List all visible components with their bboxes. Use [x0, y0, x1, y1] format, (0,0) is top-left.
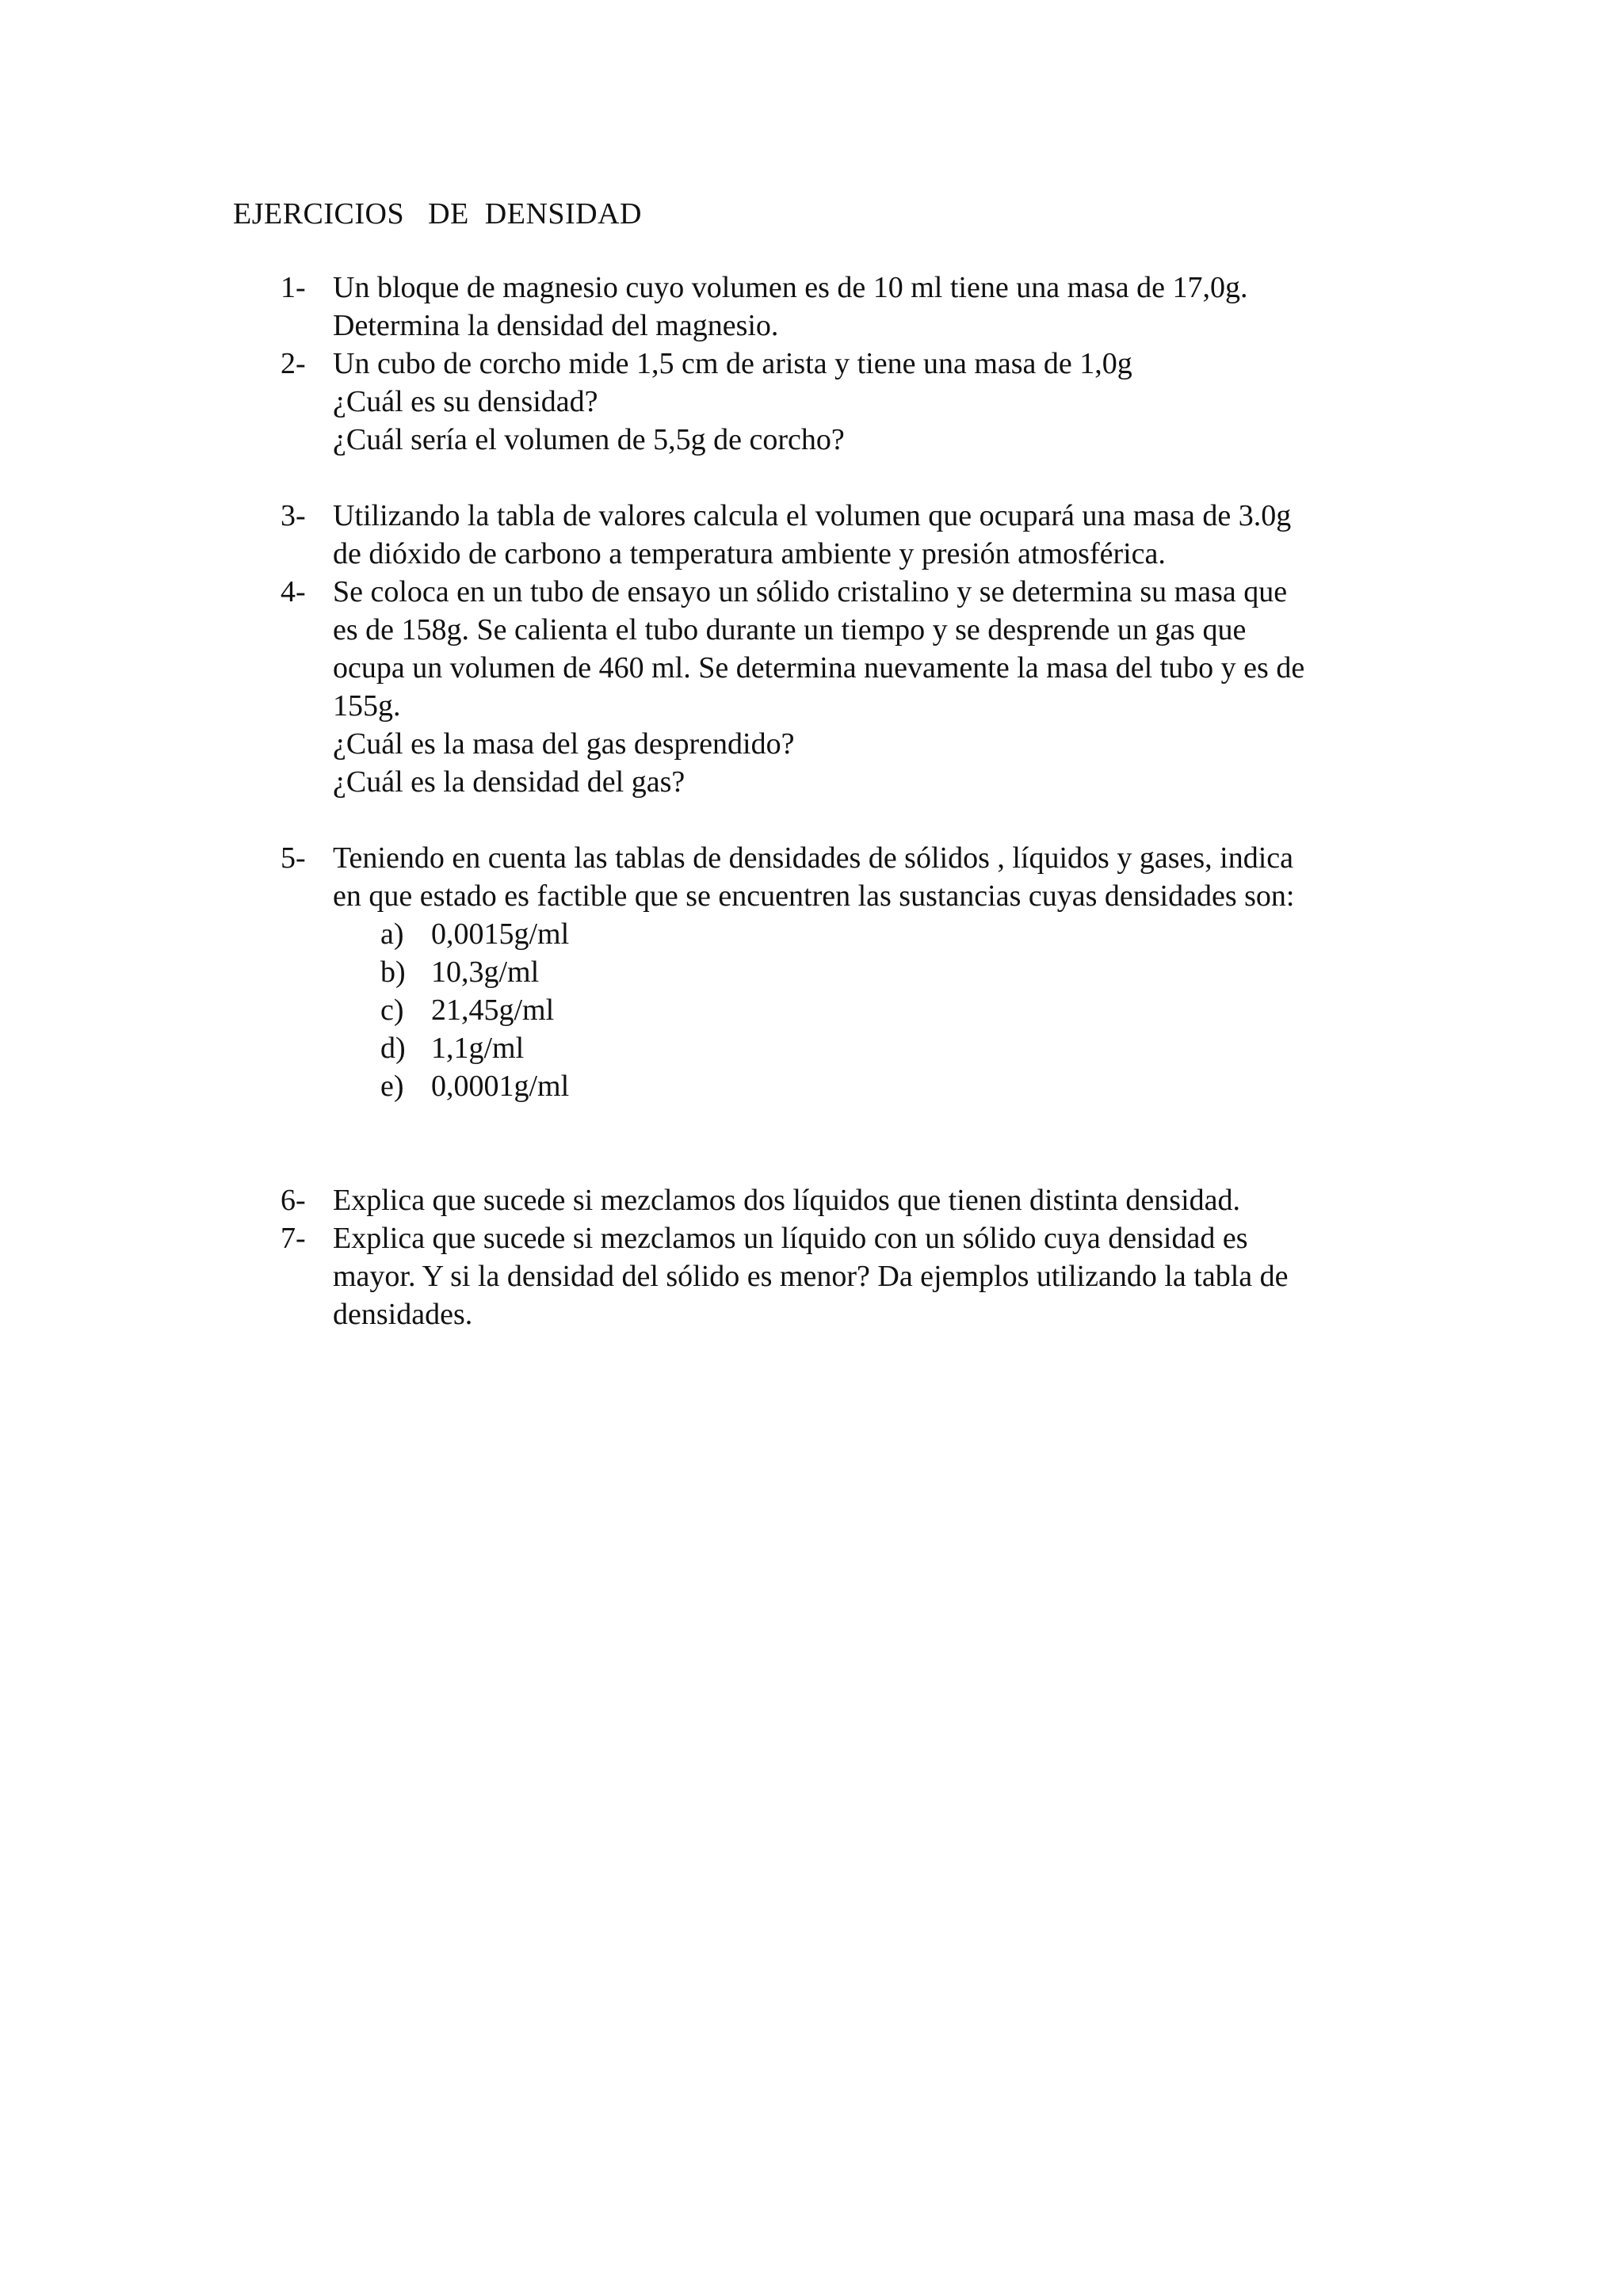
- exercise-question: ¿Cuál es su densidad?: [333, 385, 598, 418]
- exercise-3: [281, 497, 1438, 573]
- exercise-7: [281, 1219, 1438, 1333]
- option-value: 0,0001g/ml: [431, 1070, 570, 1103]
- density-options-list: [333, 915, 1438, 1105]
- option-letter: c): [380, 994, 404, 1027]
- exercise-text-line: Un bloque de magnesio cuyo volumen es de 10 ml tiene una masa de 17,0g.: [333, 271, 1248, 304]
- exercise-question: ¿Cuál es la densidad del gas?: [333, 765, 685, 799]
- option-letter: e): [380, 1070, 404, 1103]
- option-value: 10,3g/ml: [431, 955, 540, 989]
- exercise-text-line: densidades.: [333, 1298, 473, 1331]
- exercise-text-line: de dióxido de carbono a temperatura ambiente y presión atmosférica.: [333, 537, 1166, 570]
- exercise-question: ¿Cuál es la masa del gas desprendido?: [333, 727, 795, 761]
- exercise-4: [281, 573, 1438, 801]
- option-letter: b): [380, 955, 406, 989]
- density-option: [333, 915, 1438, 953]
- exercise-text-line: Determina la densidad del magnesio.: [333, 309, 779, 342]
- exercise-number: 3-: [281, 499, 306, 532]
- exercise-1: [281, 269, 1438, 345]
- exercise-2: [281, 345, 1438, 459]
- density-option: [333, 953, 1438, 991]
- exercise-text-line: Explica que sucede si mezclamos dos líquidos que tienen distinta densidad.: [333, 1184, 1241, 1217]
- density-option: [333, 991, 1438, 1029]
- exercise-number: 6-: [281, 1184, 306, 1217]
- exercise-number: 5-: [281, 841, 306, 875]
- exercise-list: [281, 269, 1438, 1333]
- option-letter: d): [380, 1032, 406, 1065]
- exercise-number: 7-: [281, 1222, 306, 1255]
- option-letter: a): [380, 917, 404, 951]
- exercise-question: ¿Cuál sería el volumen de 5,5g de corcho?: [333, 423, 845, 456]
- exercise-6: [281, 1181, 1438, 1219]
- exercise-text-line: Utilizando la tabla de valores calcula el volumen que ocupará una masa de 3.0g: [333, 499, 1292, 532]
- exercise-text-line: mayor. Y si la densidad del sólido es menor? Da ejemplos utilizando la tabla de: [333, 1260, 1289, 1293]
- exercise-number: 4-: [281, 575, 306, 608]
- exercise-text-line: en que estado es factible que se encuentren las sustancias cuyas densidades son:: [333, 879, 1295, 913]
- density-option: [333, 1067, 1438, 1105]
- exercise-5: [281, 839, 1438, 1105]
- option-value: 21,45g/ml: [431, 994, 555, 1027]
- exercise-text-line: es de 158g. Se calienta el tubo durante un tiempo y se desprende un gas que: [333, 613, 1247, 646]
- exercise-text-line: Teniendo en cuenta las tablas de densidades de sólidos , líquidos y gases, indica: [333, 841, 1293, 875]
- option-value: 1,1g/ml: [431, 1032, 525, 1065]
- exercise-text-line: Explica que sucede si mezclamos un líquido con un sólido cuya densidad es: [333, 1222, 1248, 1255]
- density-option: [333, 1029, 1438, 1067]
- exercise-number: 1-: [281, 271, 306, 304]
- exercise-text-line: Se coloca en un tubo de ensayo un sólido cristalino y se determina su masa que: [333, 575, 1288, 608]
- exercise-number: 2-: [281, 347, 306, 380]
- exercise-text-line: ocupa un volumen de 460 ml. Se determina nuevamente la masa del tubo y es de: [333, 651, 1305, 685]
- exercise-text-line: 155g.: [333, 689, 401, 723]
- option-value: 0,0015g/ml: [431, 917, 570, 951]
- page-title: EJERCICIOS DE DENSIDAD: [233, 197, 642, 231]
- exercise-text-line: Un cubo de corcho mide 1,5 cm de arista y tiene una masa de 1,0g: [333, 347, 1132, 380]
